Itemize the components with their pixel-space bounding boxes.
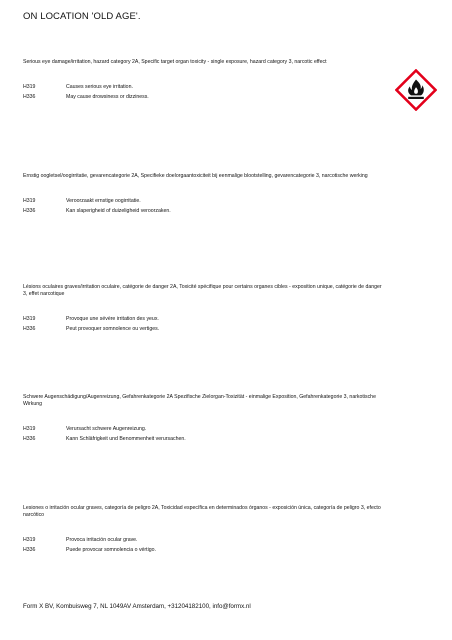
hazard-statement-text: Provoca irritación ocular grave. [66,537,138,544]
hazard-statement-text: Kan slaperigheid of duizeligheid veroorzaken. [66,208,171,215]
hazard-statement-text: Verursacht schwere Augenreizung. [66,426,147,433]
hazard-code: H336 [23,326,36,333]
hazard-statements [23,424,383,444]
hazard-statements [23,196,383,216]
hazard-classification-text: Ernstig oogletsel/oogirritatie, gevarencategorie 2A, Specifieke doelorgaantoxiciteit bij eenmalige blootstelling, gevarencategorie 3, narcotische werking [23,173,368,179]
hazard-code: H319 [23,84,36,91]
hazard-statement-row [23,545,383,555]
hazard-code: H319 [23,316,36,323]
hazard-statement-row [23,535,383,545]
hazard-statement-text: Provoque une sévère irritation des yeux. [66,316,159,323]
hazard-statement-text: May cause drowsiness or dizziness. [66,94,149,101]
hazard-statement-text: Puede provocar somnolencia o vértigo. [66,547,156,554]
hazard-code: H319 [23,537,36,544]
hazard-classification-text: Lésions oculaires graves/irritation oculaire, catégorie de danger 2A, Toxicité spécifique pour certains organes cibles - exposition unique, catégorie de danger 3, effet narcotique [23,284,382,298]
hazard-statement-row [23,92,383,102]
hazard-classification-text: Serious eye damage/irritation, hazard category 2A, Specific target organ toxicity - single exposure, hazard category 3, narcotic effect [23,59,327,65]
hazard-code: H319 [23,198,36,205]
hazard-statement-row [23,82,383,92]
hazard-statement-text: Veroorzaakt ernstige oogirritatie. [66,198,141,205]
hazard-section-german [23,394,383,444]
flame-pictogram-icon [395,69,437,111]
hazard-classification-text: Lesiones o irritación ocular graves, categoría de peligro 2A, Toxicidad específica en determinados órganos - exposición única, categoría de peligro 3, efecto narcótico [23,505,381,519]
hazard-statement-row [23,206,383,216]
hazard-statement-row [23,196,383,206]
hazard-statements [23,314,383,334]
hazard-statement-text: Kann Schläfrigkeit und Benommenheit verursachen. [66,436,186,443]
hazard-section-french [23,284,383,334]
hazard-statement-row [23,324,383,334]
hazard-classification-text: Schwere Augenschädigung/Augenreizung, Gefahrenkategorie 2A Spezifische Zielorgan-Toxizität - einmalige Exposition, Gefahrenkategorie 3, narkotische Wirkung [23,394,376,408]
hazard-code: H336 [23,436,36,443]
hazard-code: H336 [23,547,36,554]
hazard-statement-row [23,314,383,324]
hazard-code: H336 [23,208,36,215]
hazard-section-english [23,59,383,102]
hazard-statement-row [23,434,383,444]
company-footer: Form X BV, Kombuisweg 7, NL 1049AV Amsterdam, +31204182100, info@formx.nl [23,603,251,610]
page-title: ON LOCATION 'OLD AGE'. [23,11,141,22]
hazard-section-spanish [23,505,383,555]
hazard-statement-row [23,424,383,434]
hazard-code: H336 [23,94,36,101]
hazard-statements [23,82,383,102]
hazard-statement-text: Peut provoquer somnolence ou vertiges. [66,326,160,333]
hazard-section-dutch [23,173,383,216]
hazard-code: H319 [23,426,36,433]
hazard-statement-text: Causes serious eye irritation. [66,84,133,91]
hazard-statements [23,535,383,555]
